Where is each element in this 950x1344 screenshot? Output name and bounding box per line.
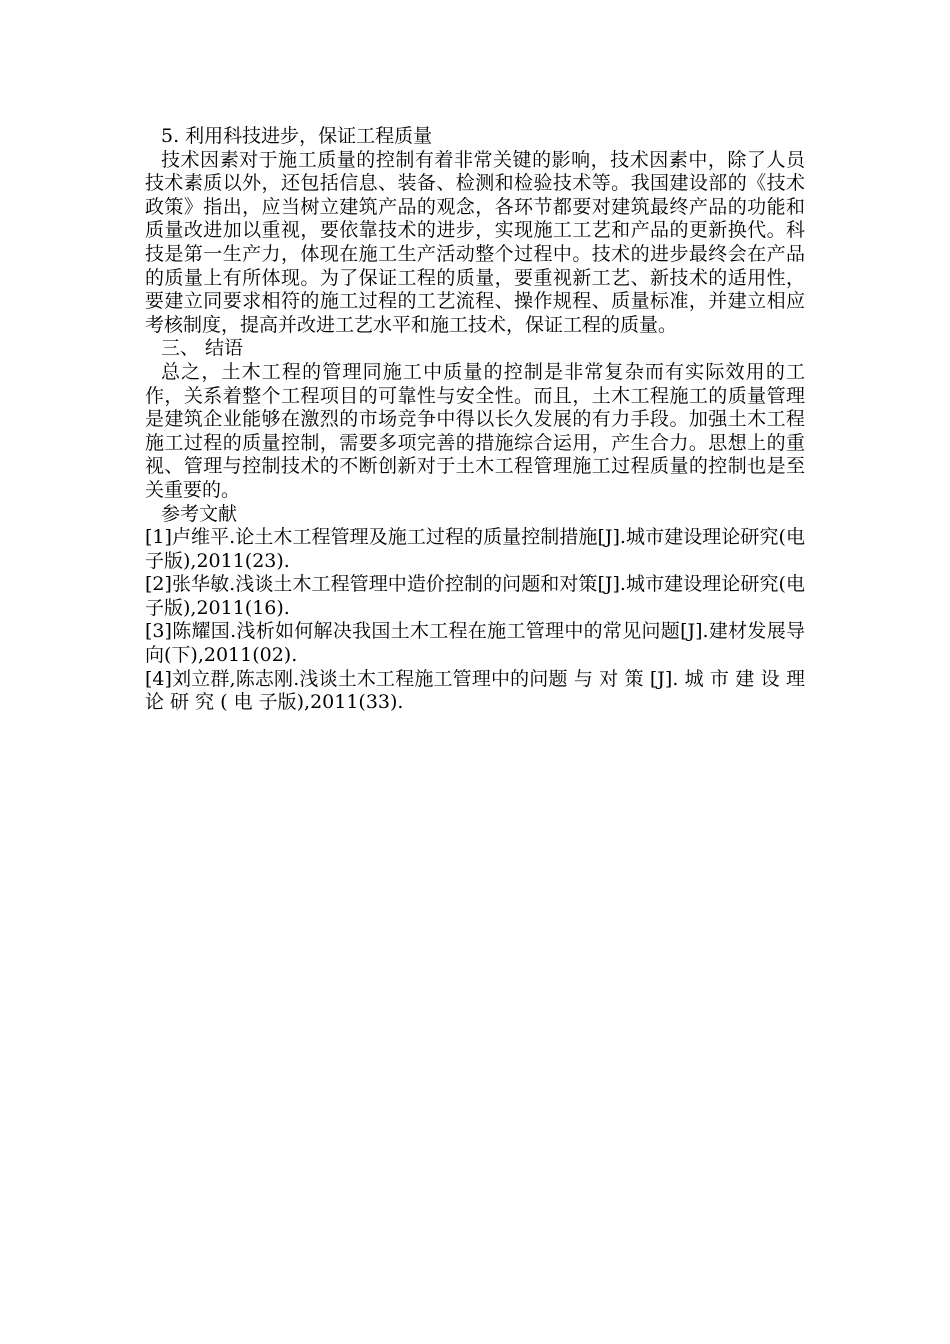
- reference-item-1: [1]卢维平.论土木工程管理及施工过程的质量控制措施[J].城市建设理论研究(电子版),2011(23).: [145, 526, 805, 572]
- section-5-paragraph: 技术因素对于施工质量的控制有着非常关键的影响，技术因素中，除了人员技术素质以外，还包括信息、装备、检测和检验技术等。我国建设部的《技术政策》指出，应当树立建筑产品的观念，各环节都要对建筑最终产品的功能和质量改进加以重视，要依靠技术的进步，实现施工工艺和产品的更新换代。科技是第一生产力，体现在施工生产活动整个过程中。技术的进步最终会在产品的质量上有所体现。为了保证工程的质量，要重视新工艺、新技术的适用性，要建立同要求相符的施工过程的工艺流程、操作规程、质量标准，并建立相应考核制度，提高并改进工艺水平和施工技术，保证工程的质量。: [145, 148, 805, 336]
- reference-item-3: [3]陈耀国.浅析如何解决我国土木工程在施工管理中的常见问题[J].建材发展导向(下),2011(02).: [145, 620, 805, 667]
- document-body: [145, 125, 805, 715]
- section-5-heading: 5. 利用科技进步，保证工程质量: [161, 125, 433, 147]
- reference-item-2: [2]张华敏.浅谈土木工程管理中造价控制的问题和对策[J].城市建设理论研究(电子版),2011(16).: [145, 573, 805, 619]
- conclusion-heading: 三、 结语: [161, 337, 244, 360]
- conclusion-paragraph: 总之，土木工程的管理同施工中质量的控制是非常复杂而有实际效用的工作，关系着整个工程项目的可靠性与安全性。而且，土木工程施工的质量管理是建筑企业能够在激烈的市场竞争中得以长久发展的有力手段。加强土木工程施工过程的质量控制，需要多项完善的措施综合运用，产生合力。思想上的重视、管理与控制技术的不断创新对于土木工程管理施工过程质量的控制也是至关重要的。: [145, 360, 805, 501]
- references-heading: 参考文献: [161, 502, 238, 525]
- reference-item-4: [4]刘立群,陈志刚.浅谈土木工程施工管理中的问题 与 对 策 [J]. 城 市 建 设 理 论 研 究 ( 电 子版),2011(33).: [145, 667, 805, 714]
